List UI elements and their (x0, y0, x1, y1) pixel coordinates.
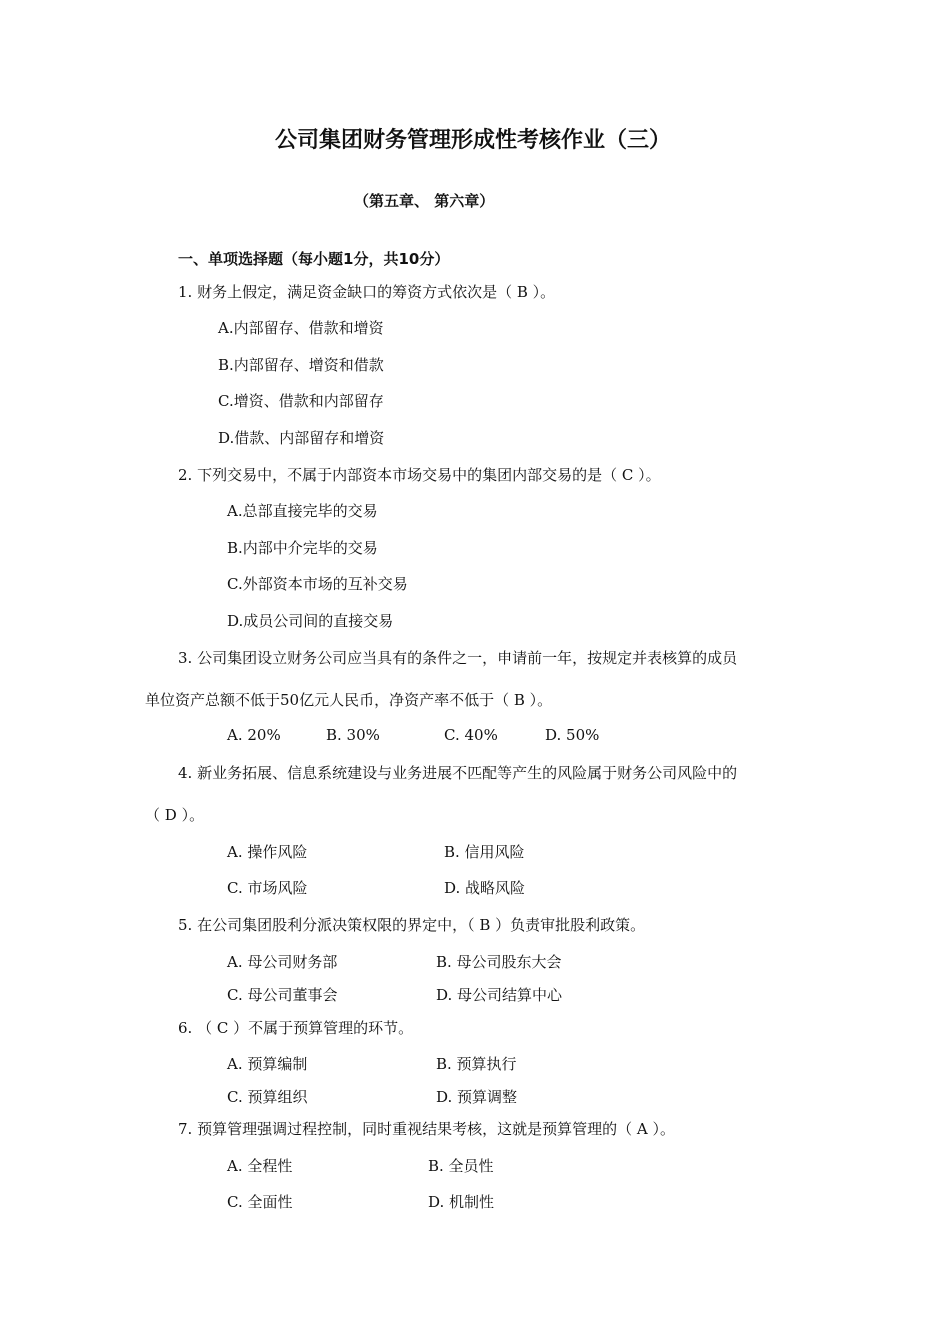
question-1-option-d: D.借款、内部留存和增资 (218, 429, 385, 447)
question-1-option-a: A.内部留存、借款和增资 (218, 319, 384, 337)
question-3-option-c: C. 40% (444, 726, 498, 744)
question-2-option-b: B.内部中介完毕的交易 (227, 539, 378, 557)
question-7-option-d: D. 机制性 (428, 1193, 495, 1211)
question-5-option-c: C. 母公司董事会 (227, 986, 338, 1004)
question-3-option-a: A. 20% (227, 726, 281, 744)
question-5-option-a: A. 母公司财务部 (227, 953, 338, 971)
question-4-stem-line1: 4. 新业务拓展、信息系统建设与业务进展不匹配等产生的风险属于财务公司风险中的 (178, 764, 738, 782)
question-6-option-c: C. 预算组织 (227, 1088, 308, 1106)
chapter-subtitle: （第五章、 第六章） (354, 192, 495, 210)
question-4-option-d: D. 战略风险 (444, 879, 526, 897)
question-6-stem: 6. （ C ）不属于预算管理的环节。 (178, 1019, 414, 1037)
question-2-option-c: C.外部资本市场的互补交易 (227, 575, 408, 593)
question-2-option-a: A.总部直接完毕的交易 (227, 502, 378, 520)
question-7-option-a: A. 全程性 (227, 1157, 293, 1175)
question-1-option-b: B.内部留存、增资和借款 (218, 356, 384, 374)
question-4-option-c: C. 市场风险 (227, 879, 308, 897)
question-2-stem: 2. 下列交易中，不属于内部资本市场交易中的集团内部交易的是（ C ）。 (178, 466, 661, 484)
page-title: 公司集团财务管理形成性考核作业（三） (275, 128, 672, 153)
question-1-option-c: C.增资、借款和内部留存 (218, 392, 384, 410)
question-6-option-d: D. 预算调整 (436, 1088, 518, 1106)
question-6-option-a: A. 预算编制 (227, 1055, 308, 1073)
question-3-option-d: D. 50% (545, 726, 600, 744)
question-5-option-b: B. 母公司股东大会 (436, 953, 562, 971)
question-3-option-b: B. 30% (326, 726, 380, 744)
question-7-option-b: B. 全员性 (428, 1157, 494, 1175)
question-5-stem: 5. 在公司集团股利分派决策权限的界定中，（ B ）负责审批股利政策。 (178, 916, 646, 934)
question-4-option-a: A. 操作风险 (227, 843, 308, 861)
question-3-stem-line2: 单位资产总额不低于50亿元人民币，净资产率不低于（ B ）。 (145, 691, 553, 709)
question-2-option-d: D.成员公司间的直接交易 (227, 612, 394, 630)
question-1-stem: 1. 财务上假定，满足资金缺口的筹资方式依次是（ B ）。 (178, 283, 556, 301)
question-3-stem-line1: 3. 公司集团设立财务公司应当具有的条件之一，申请前一年，按规定并表核算的成员 (178, 649, 738, 667)
question-7-option-c: C. 全面性 (227, 1193, 293, 1211)
question-5-option-d: D. 母公司结算中心 (436, 986, 563, 1004)
question-4-option-b: B. 信用风险 (444, 843, 525, 861)
question-7-stem: 7. 预算管理强调过程控制，同时重视结果考核，这就是预算管理的（ A ）。 (178, 1120, 675, 1138)
question-4-stem-line2: （ D ）。 (145, 806, 205, 824)
section-heading: 一、单项选择题（每小题1分，共10分） (178, 250, 450, 268)
question-6-option-b: B. 预算执行 (436, 1055, 517, 1073)
